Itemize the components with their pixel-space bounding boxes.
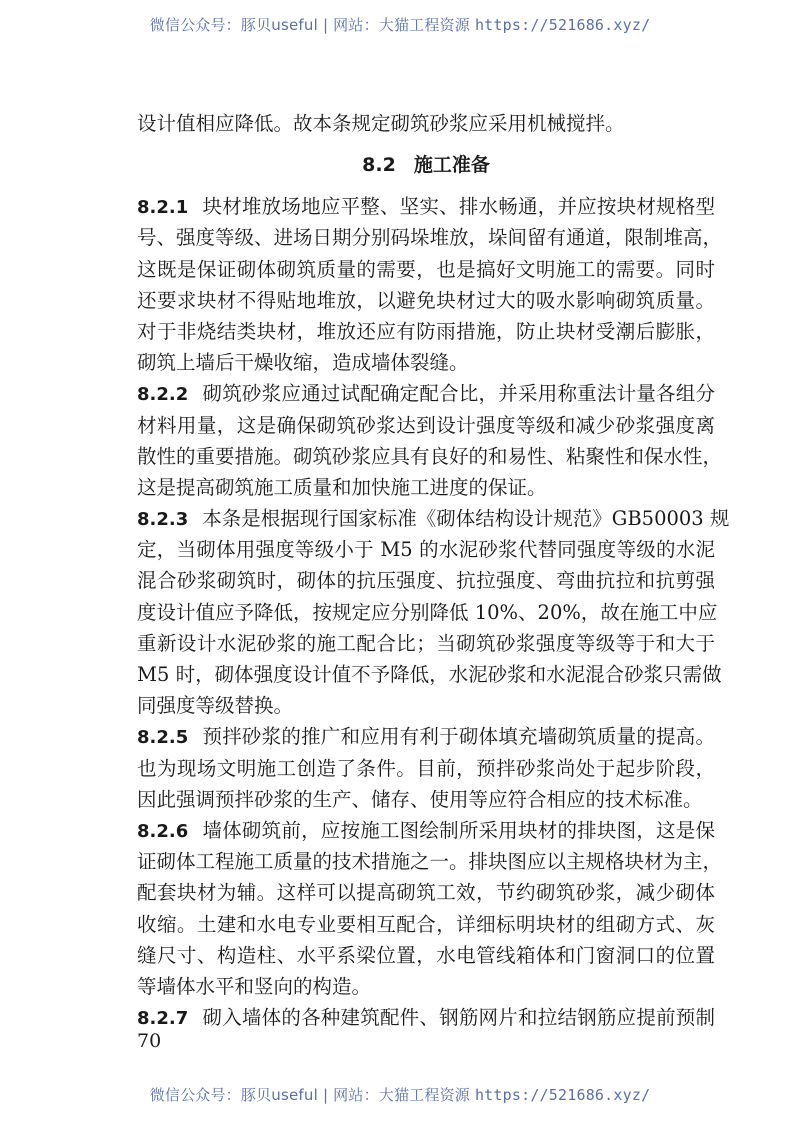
clause-text-line: 砌筑砂浆应通过试配确定配合比，并采用称重法计量各组分 xyxy=(202,382,715,406)
clause-text-line: 混合砂浆砌筑时，砌体的抗压强度、抗拉强度、弯曲抗拉和抗剪强 xyxy=(137,569,715,593)
watermark-header xyxy=(0,14,800,35)
clause-8-2-1 xyxy=(137,191,723,378)
clause-text-line: 砌入墙体的各种建筑配件、钢筋网片和拉结钢筋应提前预制 xyxy=(202,1006,715,1030)
clause-text-line: 定，当砌体用强度等级小于 M5 的水泥砂浆代替同强度等级的水泥 xyxy=(137,538,715,562)
watermark-footer xyxy=(0,1084,800,1105)
clause-text-line: 配套块材为辅。这样可以提高砌筑工效，节约砌筑砂浆，减少砌体 xyxy=(137,881,715,905)
clause-text-line: 度设计值应予降低，按规定应分别降低 10%、20%，故在施工中应 xyxy=(137,600,718,624)
clause-text-line: 缝尺寸、构造柱、水平系梁位置，水电管线箱体和门窗洞口的位置 xyxy=(137,943,715,967)
clause-number: 8.2.3 xyxy=(137,509,189,531)
clause-text-line: 重新设计水泥砂浆的施工配合比；当砌筑砂浆强度等级等于和大于 xyxy=(137,631,715,655)
clause-text-line: 对于非烧结类块材，堆放还应有防雨措施，防止块材受潮后膨胀， xyxy=(137,319,715,343)
lead-line: 设计值相应降低。故本条规定砌筑砂浆应采用机械搅拌。 xyxy=(137,112,625,135)
clause-8-2-5 xyxy=(137,721,715,815)
clause-number: 8.2.1 xyxy=(137,197,189,219)
clause-8-2-2 xyxy=(137,378,723,503)
clause-text-line: 这既是保证砌体砌筑质量的需要，也是搞好文明施工的需要。同时 xyxy=(137,257,715,281)
clause-text-line: 预拌砂浆的推广和应用有利于砌体填充墙砌筑质量的提高。 xyxy=(202,725,715,749)
clause-text-line: 等墙体水平和竖向的构造。 xyxy=(137,974,372,998)
clause-8-2-7 xyxy=(137,1002,715,1033)
clause-text-line: 本条是根据现行国家标准《砌体结构设计规范》GB50003 规 xyxy=(202,507,730,531)
clause-text-line: 散性的重要措施。砌筑砂浆应具有良好的和易性、粘聚性和保水性， xyxy=(137,444,723,468)
watermark-url: https://521686.xyz/ xyxy=(474,16,651,34)
clause-number: 8.2.2 xyxy=(137,384,189,406)
clause-number: 8.2.7 xyxy=(137,1008,189,1030)
clause-text-line: 还要求块材不得贴地堆放，以避免块材过大的吸水影响砌筑质量。 xyxy=(137,288,715,312)
clause-text-line: 也为现场文明施工创造了条件。目前，预拌砂浆尚处于起步阶段， xyxy=(137,756,715,780)
clause-8-2-3 xyxy=(137,503,730,721)
clause-text-line: 材料用量，这是确保砌筑砂浆达到设计强度等级和减少砂浆强度离 xyxy=(137,413,715,437)
clause-text-line: 因此强调预拌砂浆的生产、储存、使用等应符合相应的技术标准。 xyxy=(137,787,703,811)
clause-8-2-6 xyxy=(137,815,723,1002)
document-body xyxy=(137,108,730,1033)
section-heading xyxy=(137,145,715,185)
page-number: 70 xyxy=(137,1030,162,1052)
watermark-text: 微信公众号：豚贝useful | 网站：大猫工程资源 xyxy=(149,16,475,34)
section-title: 施工准备 xyxy=(413,154,490,177)
watermark-url: https://521686.xyz/ xyxy=(474,1086,651,1104)
watermark-text: 微信公众号：豚贝useful | 网站：大猫工程资源 xyxy=(149,1086,475,1104)
clause-text-line: M5 时，砌体强度设计值不予降低，水泥砂浆和水泥混合砂浆只需做 xyxy=(137,663,722,686)
clause-text-line: 砌筑上墙后干燥收缩，造成墙体裂缝。 xyxy=(137,351,469,375)
clause-text-line: 同强度等级替换。 xyxy=(137,694,294,718)
clause-text-line: 号、强度等级、进场日期分别码垛堆放，垛间留有通道，限制堆高， xyxy=(137,226,723,250)
clause-text-line: 墙体砌筑前，应按施工图绘制所采用块材的排块图，这是保 xyxy=(202,818,715,842)
clause-number: 8.2.6 xyxy=(137,820,189,842)
clause-text-line: 证砌体工程施工质量的技术措施之一。排块图应以主规格块材为主， xyxy=(137,850,723,874)
clause-number: 8.2.5 xyxy=(137,727,189,749)
clause-text-line: 收缩。土建和水电专业要相互配合，详细标明块材的组砌方式、灰 xyxy=(137,912,715,936)
clause-text-line: 这是提高砌筑施工质量和加快施工进度的保证。 xyxy=(137,475,547,499)
section-number: 8.2 xyxy=(362,154,396,177)
clause-text-line: 块材堆放场地应平整、坚实、排水畅通，并应按块材规格型 xyxy=(202,195,715,219)
